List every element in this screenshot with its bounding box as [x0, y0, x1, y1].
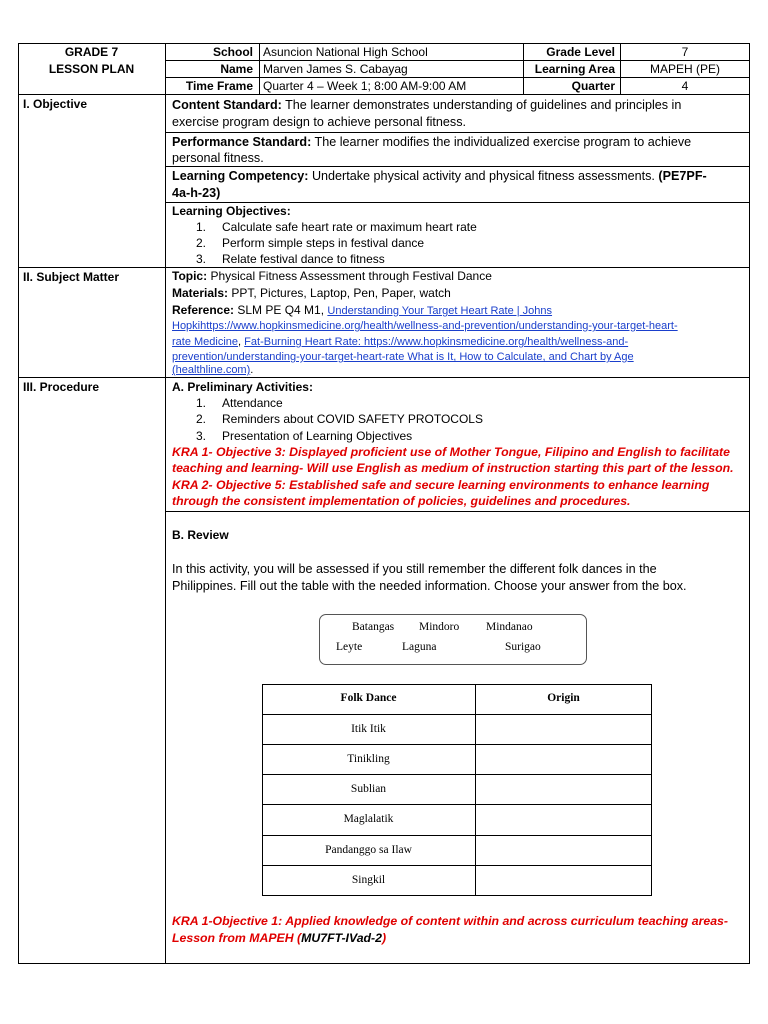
- school-label: School: [212, 45, 253, 59]
- learning-area-label: Learning Area: [534, 62, 615, 76]
- choice-mindoro: Mindoro: [419, 621, 460, 633]
- content-standard-line-2: exercise program design to achieve personal fitness.: [172, 115, 467, 129]
- performance-standard-line-2: personal fitness.: [172, 151, 264, 165]
- reference-line-3: rate Medicine, Fat-Burning Heart Rate: https://www.hopkinsmedicine.org/health/wellness-and-: [172, 336, 629, 348]
- dance-table-row-line: [262, 835, 652, 836]
- origin-header: Origin: [547, 692, 580, 704]
- grade-title: GRADE 7: [64, 45, 119, 59]
- learning-competency-code: (PE7PF-: [654, 169, 707, 183]
- quarter-value: 4: [681, 79, 689, 93]
- folk-dance-header: Folk Dance: [340, 692, 397, 704]
- dance-singkil: Singkil: [351, 874, 386, 886]
- prelim-item-2: 2. Reminders about COVID SAFETY PROTOCOLS: [196, 412, 483, 426]
- objective-heading: I. Objective: [23, 97, 88, 111]
- performance-standard-line-1: [172, 134, 691, 151]
- kra2-objective5-line-1: KRA 2- Objective 5: Established safe and secure learning environments to enhance learning: [172, 478, 710, 492]
- left-column-divider: [165, 43, 166, 964]
- review-instructions-line-2: Philippines. Fill out the table with the needed information. Choose your answer from the box.: [172, 579, 687, 593]
- choice-leyte: Leyte: [336, 641, 363, 653]
- dance-tinikling: Tinikling: [347, 753, 390, 765]
- learning-competency-line-1: [172, 168, 707, 185]
- reference-line: Reference: SLM PE Q4 M1, Understanding Your Target Heart Rate | Johns: [172, 303, 553, 317]
- procedure-heading: III. Procedure: [23, 380, 100, 394]
- dance-table-row-line: [262, 804, 652, 805]
- choice-mindanao: Mindanao: [486, 621, 533, 633]
- dance-sublian: Sublian: [350, 783, 387, 795]
- learning-competency-text: Undertake physical activity and physical fitness assessments.: [308, 169, 655, 183]
- learning-competency-label: Learning Competency:: [172, 169, 309, 183]
- timeframe-value: Quarter 4 – Week 1; 8:00 AM-9:00 AM: [263, 79, 467, 93]
- topic-line: Topic: Physical Fitness Assessment through Festival Dance: [172, 269, 492, 283]
- dance-table-row-line: [262, 744, 652, 745]
- timeframe-label: Time Frame: [185, 79, 253, 93]
- objective-item-1: 1. Calculate safe heart rate or maximum heart rate: [196, 220, 477, 234]
- review-instructions-line-1: In this activity, you will be assessed if you still remember the different folk dances in the: [172, 562, 657, 576]
- review-top-line: [165, 511, 750, 512]
- content-standard-label: Content Standard:: [172, 98, 282, 112]
- review-label: B. Review: [172, 528, 229, 542]
- prelim-item-1: 1. Attendance: [196, 396, 283, 410]
- learning-competency-code-cont: 4a-h-23): [172, 186, 221, 200]
- prelim-item-3: 3. Presentation of Learning Objectives: [196, 429, 413, 443]
- content-standard-line-1: [172, 97, 681, 114]
- choice-surigao: Surigao: [505, 641, 541, 653]
- grade-level-value: 7: [681, 45, 689, 59]
- dance-itik-itik: Itik Itik: [351, 723, 386, 735]
- kra1-objective1-line-1: KRA 1-Objective 1: Applied knowledge of content within and across curriculum teaching areas-: [172, 914, 728, 928]
- reference-line-5: (healthline.com).: [172, 364, 254, 376]
- dance-table-row-line: [262, 865, 652, 866]
- performance-standard-text: The learner modifies the individualized exercise program to achieve: [311, 135, 692, 149]
- preliminary-activities-label: A. Preliminary Activities:: [172, 380, 313, 394]
- objective-item-3: 3. Relate festival dance to fitness: [196, 252, 385, 266]
- choice-laguna: Laguna: [402, 641, 437, 653]
- school-value: Asuncion National High School: [263, 45, 428, 59]
- lesson-plan-title: LESSON PLAN: [48, 62, 135, 76]
- dance-pandanggo-sa-ilaw: Pandanggo sa Ilaw: [325, 844, 412, 856]
- learning-objectives-label: Learning Objectives:: [172, 204, 291, 218]
- performance-standard-label: Performance Standard:: [172, 135, 312, 149]
- quarter-label: Quarter: [571, 79, 615, 93]
- grade-level-label: Grade Level: [546, 45, 615, 59]
- kra2-objective5-line-2: through the consistent implementation of policies, guidelines and procedures.: [172, 494, 631, 508]
- subject-matter-heading: II. Subject Matter: [23, 270, 120, 284]
- name-value: Marven James S. Cabayag: [263, 62, 408, 76]
- content-standard-text: The learner demonstrates understanding of guidelines and principles in: [281, 98, 682, 112]
- kra1-objective3-line-1: KRA 1- Objective 3: Displayed proficient use of Mother Tongue, Filipino and English to facilitate: [172, 445, 730, 459]
- label-column-divider: [259, 43, 260, 94]
- materials-line: Materials: PPT, Pictures, Laptop, Pen, Paper, watch: [172, 286, 451, 300]
- kra-code: MU7FT-IVad-2: [301, 931, 382, 945]
- procedure-top-line: [18, 377, 750, 378]
- reference-link-1[interactable]: Understanding Your Target Heart Rate | Johns: [327, 305, 553, 317]
- objective-row-line-1: [165, 132, 750, 133]
- objective-item-2: 2. Perform simple steps in festival dance: [196, 236, 425, 250]
- learning-area-value: MAPEH (PE): [649, 62, 720, 76]
- reference-link-2[interactable]: Fat-Burning Heart Rate: https://www.hopkinsmedicine.org/health/wellness-and-: [244, 336, 629, 348]
- dance-table-row-line: [262, 714, 652, 715]
- dance-maglalatik: Maglalatik: [343, 813, 394, 825]
- dance-table-row-line: [262, 774, 652, 775]
- reference-link-2-cont[interactable]: prevention/understanding-your-target-heart-rate What is It, How to Calculate, and Chart by Age: [172, 351, 634, 363]
- reference-link-1-cont[interactable]: Hopkihttps://www.hopkinsmedicine.org/health/wellness-and-prevention/understanding-your-target-heart-: [172, 320, 678, 332]
- name-label: Name: [220, 62, 253, 76]
- choice-batangas: Batangas: [352, 621, 395, 633]
- kra1-objective1-line-2: Lesson from MAPEH (MU7FT-IVad-2): [172, 931, 387, 945]
- kra1-objective3-line-2: teaching and learning- Will use English as medium of instruction starting this part of the lesson.: [172, 461, 734, 475]
